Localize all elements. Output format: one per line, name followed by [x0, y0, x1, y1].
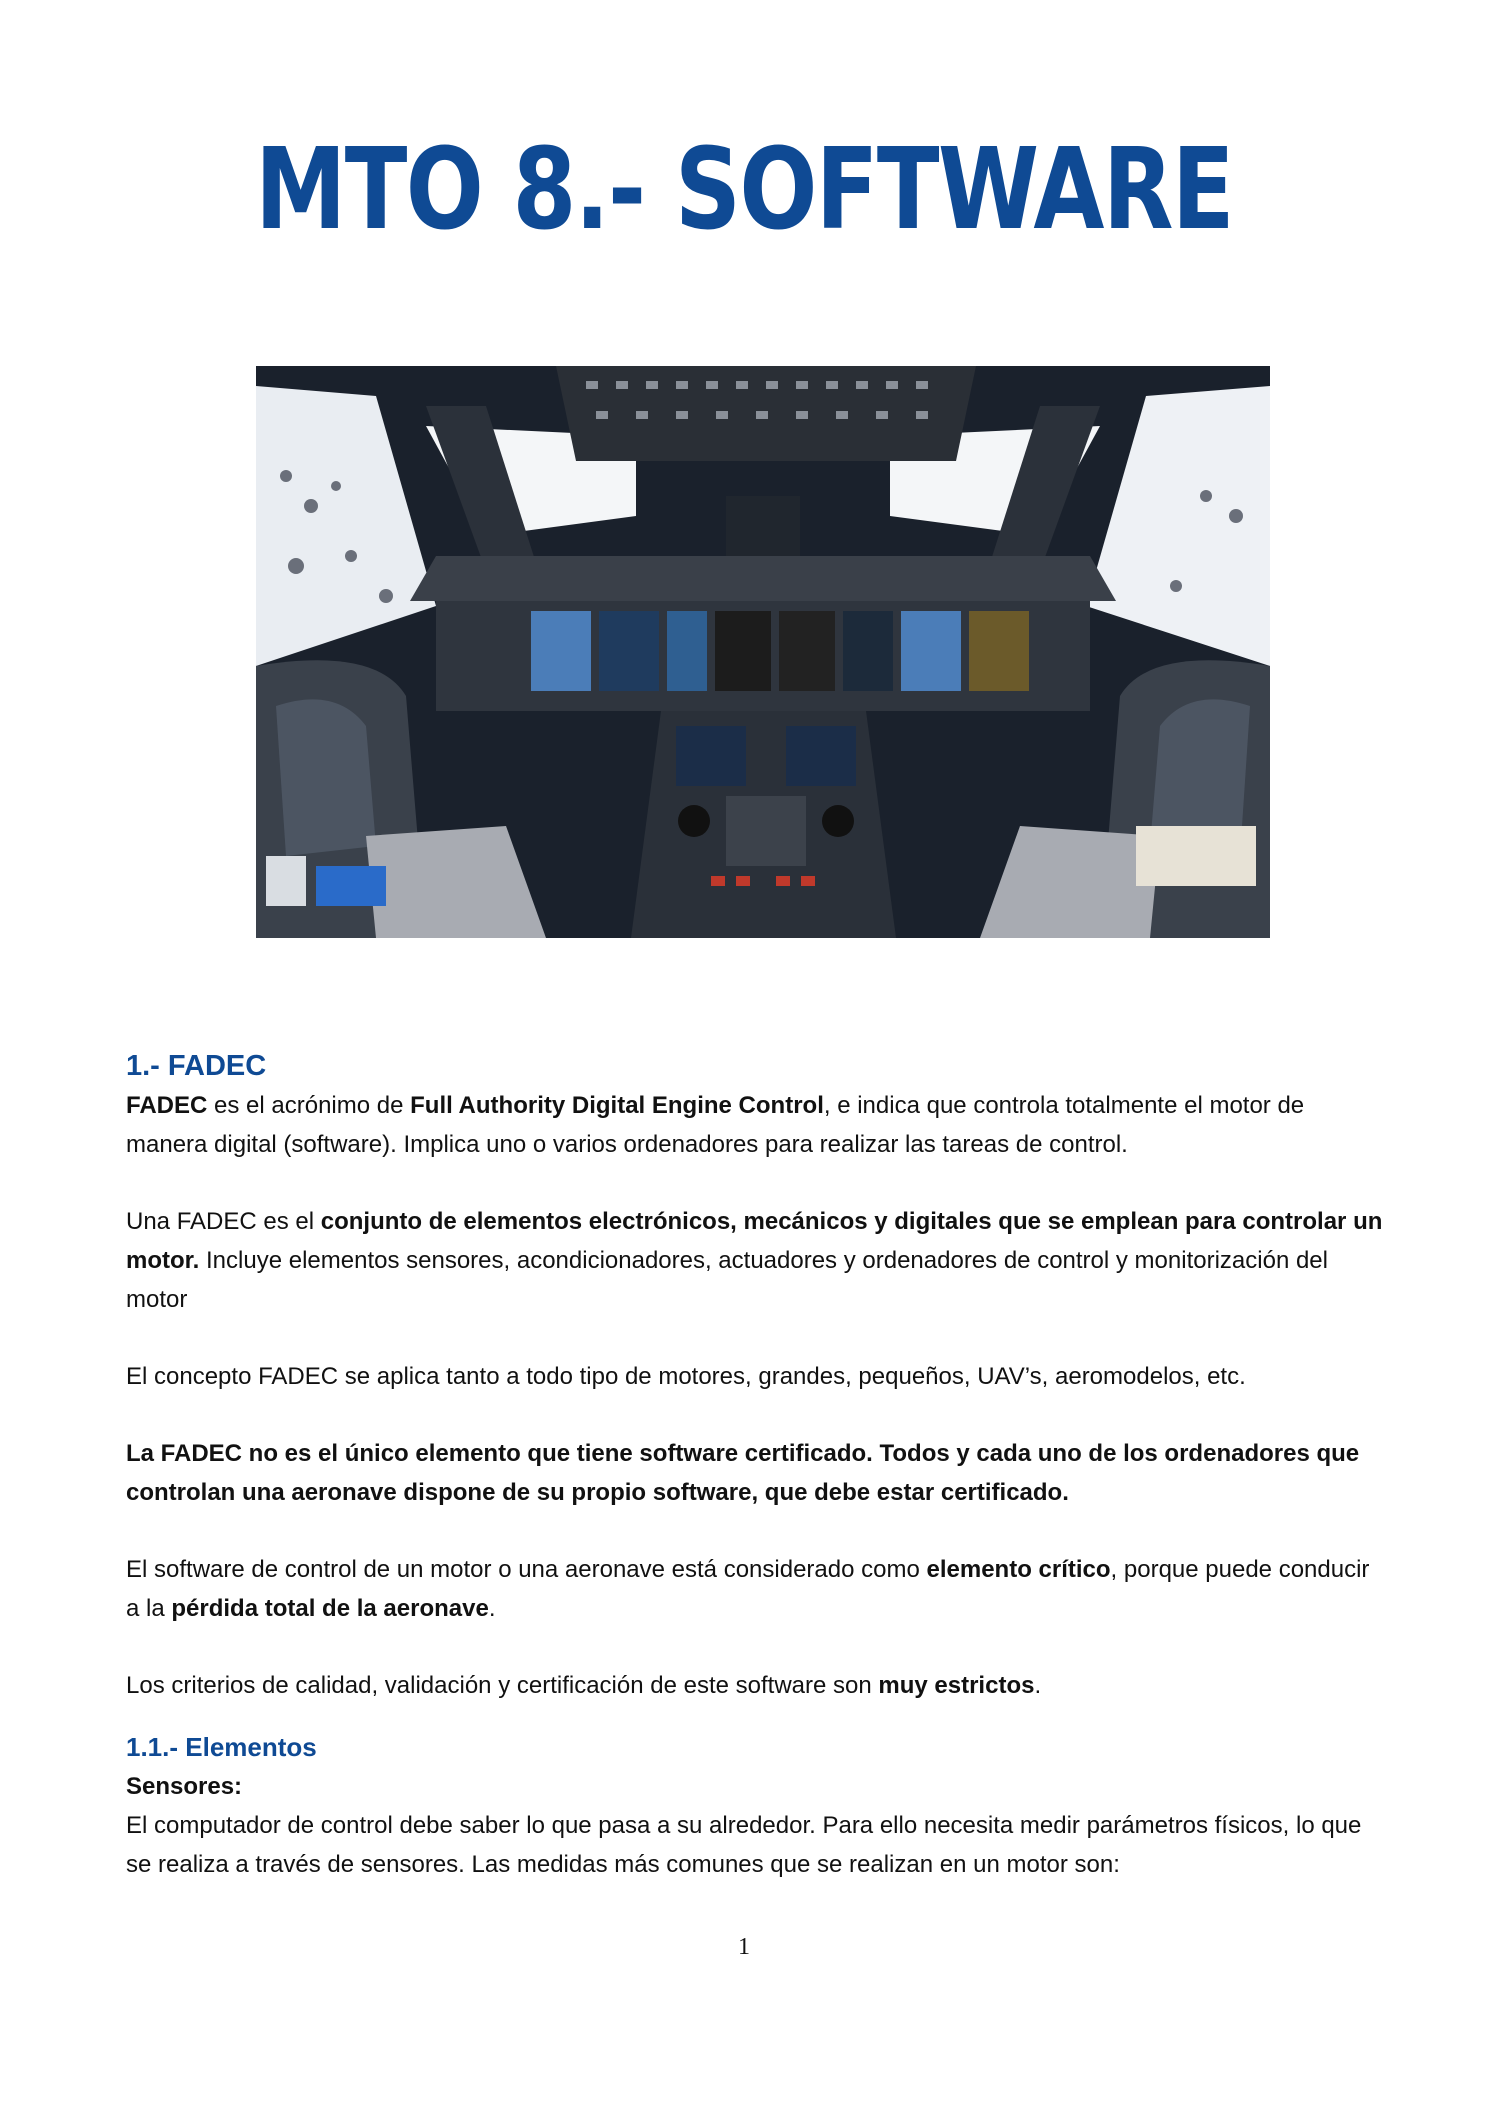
- paragraph-quality-criteria: [126, 1666, 1386, 1705]
- text-run: es el acrónimo de: [207, 1092, 411, 1119]
- cockpit-photo: [256, 366, 1270, 938]
- main-content: [126, 1046, 1386, 1884]
- bold-run: conjunto de elementos electrónicos, mecánicos y digitales que se emplean para controlar un motor.: [126, 1208, 1383, 1274]
- paragraph-fadec-components: [126, 1202, 1386, 1319]
- text-run: .: [488, 1595, 496, 1622]
- fadec-term: FADEC: [126, 1092, 208, 1119]
- cockpit-illustration: [256, 366, 1270, 938]
- bold-run: La FADEC no es el único elemento que tiene software certificado. Todos y cada uno de los ordenadores que controlan una aeronave dispone de su propio software, que debe estar certificado.: [126, 1440, 1360, 1506]
- subheading-sensores: Sensores:: [126, 1773, 243, 1800]
- acronym-expansion: Full Authority Digital Engine Control: [410, 1092, 824, 1119]
- section-heading-elementos: 1.1.- Elementos: [126, 1732, 317, 1762]
- text-run: .: [1034, 1672, 1042, 1699]
- text-run: , e indica que controla totalmente el motor de manera digital (software). Implica uno o varios ordenadores para realizar las tareas de control.: [126, 1092, 1305, 1158]
- bold-run: elemento crítico: [926, 1556, 1111, 1583]
- page-title: MTO 8.- SOFTWARE: [254, 125, 1234, 255]
- paragraph-fadec-definition: [126, 1086, 1386, 1164]
- text-run: El software de control de un motor o una aeronave está considerado como: [126, 1556, 927, 1583]
- bold-run: pérdida total de la aeronave: [171, 1595, 489, 1622]
- paragraph-certified-software: [126, 1434, 1386, 1512]
- text-run: Los criterios de calidad, validación y certificación de este software son: [126, 1672, 879, 1699]
- paragraph-critical-element: [126, 1550, 1386, 1628]
- paragraph-sensores: El computador de control debe saber lo que pasa a su alrededor. Para ello necesita medir parámetros físicos, lo que se realiza a través de sensores. Las medidas más comunes que se realizan en un motor son:: [126, 1812, 1362, 1878]
- text-run: Incluye elementos sensores, acondicionadores, actuadores y ordenadores de control y monitorización del motor: [126, 1247, 1328, 1313]
- paragraph-fadec-scope: El concepto FADEC se aplica tanto a todo tipo de motores, grandes, pequeños, UAV’s, aeromodelos, etc.: [126, 1363, 1246, 1390]
- bold-run: muy estrictos: [878, 1672, 1035, 1699]
- text-run: , porque puede conducir a la: [126, 1556, 1370, 1622]
- section-heading-fadec: 1.- FADEC: [126, 1050, 267, 1082]
- text-run: Una FADEC es el: [126, 1208, 321, 1235]
- page-number: 1: [738, 1934, 750, 1960]
